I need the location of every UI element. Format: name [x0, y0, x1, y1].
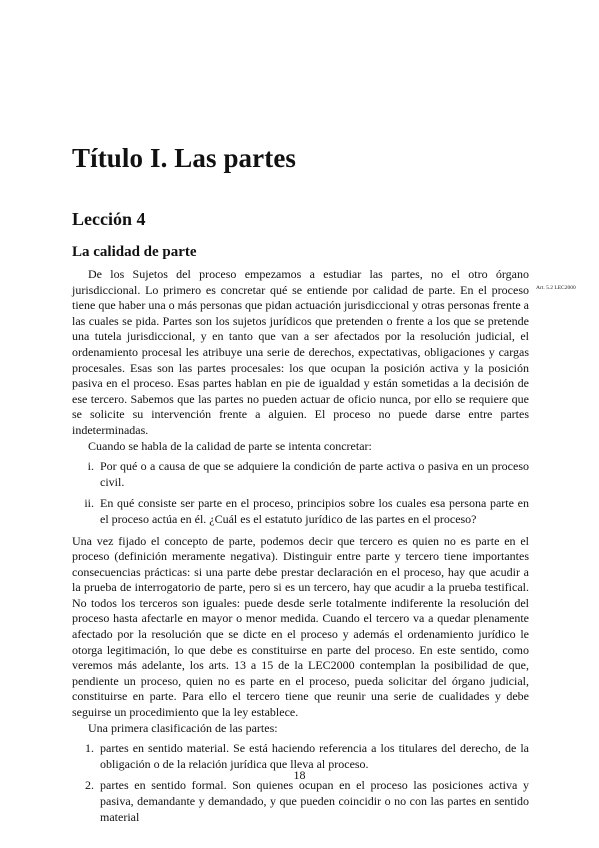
numbered-list [72, 741, 529, 825]
lesson-title: Lección 4 [72, 209, 146, 229]
list-item-text: En qué consiste ser parte en el proceso, principios sobre los cuales esa persona parte en el proceso actúa en él. ¿Cuál es el estatuto jurídico de las partes en el proceso? [100, 496, 529, 526]
list-marker: 1. [85, 741, 94, 756]
paragraph-clasificacion: Una primera clasificación de las partes: [88, 720, 278, 735]
paragraph-tercero: Una vez fijado el concepto de parte, podemos decir que tercero es quien no es parte en el proceso (definición meramente negativa). Distinguir entre parte y tercero tiene importantes consecuencias prácticas: si una parte debe prestar declaración en el proceso, hay que acudir a la prueba de interrogatorio de parte, pero si es un tercero, hay que acudir a la prueba testifical. No todos los terceros son iguales: puede desde serle totalmente indiferente la resolución del proceso hasta afectarle en mayor o menor medida. Cuando el tercero va a quedar plenamente afectado por la resolución que se dicte en el proceso y además el ordenamiento jurídico le otorga legitimación, lo que debe es constituirse en parte del proceso. En este sentido, como veremos más adelante, los arts. 13 a 15 de la LEC2000 contemplan la posibilidad de que, pendiente un proceso, quien no es parte en el proceso, pueda solicitar del órgano judicial, constituirse en parte. Para ello el tercero tiene que reunir una serie de cualidades y debe seguirse un procedimiento que la ley establece. [72, 533, 529, 720]
list-marker: 2. [85, 778, 94, 793]
list-marker: i. [87, 459, 94, 474]
page-number: 18 [293, 768, 306, 782]
body-text [72, 267, 529, 831]
list-item-text: partes en sentido material. Se está haciendo referencia a los titulares del derecho, de la obligación o de la relación jurídica que lleva al proceso. [100, 741, 529, 771]
list-item-text: partes en sentido formal. Son quienes ocupan en el proceso las posiciones activa y pasiva, demandante y demandado, y que pueden coincidir o no con las partes en sentido material [100, 778, 529, 824]
roman-list [72, 459, 529, 527]
list-marker: ii. [84, 496, 94, 511]
margin-note: Art. 5.2 LEC2000 [536, 285, 576, 291]
paragraph-calidad: Cuando se habla de la calidad de parte se intenta concretar: [88, 438, 372, 453]
chapter-title: Título I. Las partes [72, 143, 297, 173]
list-item-text: Por qué o a causa de que se adquiere la condición de parte activa o pasiva en un proceso civil. [100, 459, 529, 489]
section-title: La calidad de parte [72, 244, 197, 260]
list-item [72, 496, 529, 527]
paragraph-intro: De los Sujetos del proceso empezamos a estudiar las partes, no el otro órgano jurisdiccional. Lo primero es concretar qué se entiende por calidad de parte. En el proceso tiene que haber una o más personas que pidan actuación jurisdiccional y otras personas frente a las cuales se pida. Partes son los sujetos jurídicos que pretenden o frente a los que se pretende una tutela jurisdiccional, y en tanto que van a ser afectados por la resolución judicial, el ordenamiento procesal les atribuye una serie de derechos, expectativas, obligaciones y cargas procesales. Esas son las partes procesales: los que ocupan la posición activa y la posición pasiva en el proceso. Esas partes hablan en pie de igualdad y están sometidas a la decisión de ese tercero. Sabemos que las partes no pueden actuar de oficio nunca, por ello se requiere que se solicite su intervención frente a alguien. El proceso no puede darse entre partes indeterminadas. [72, 267, 529, 437]
list-item [72, 459, 529, 490]
list-item [72, 778, 529, 825]
